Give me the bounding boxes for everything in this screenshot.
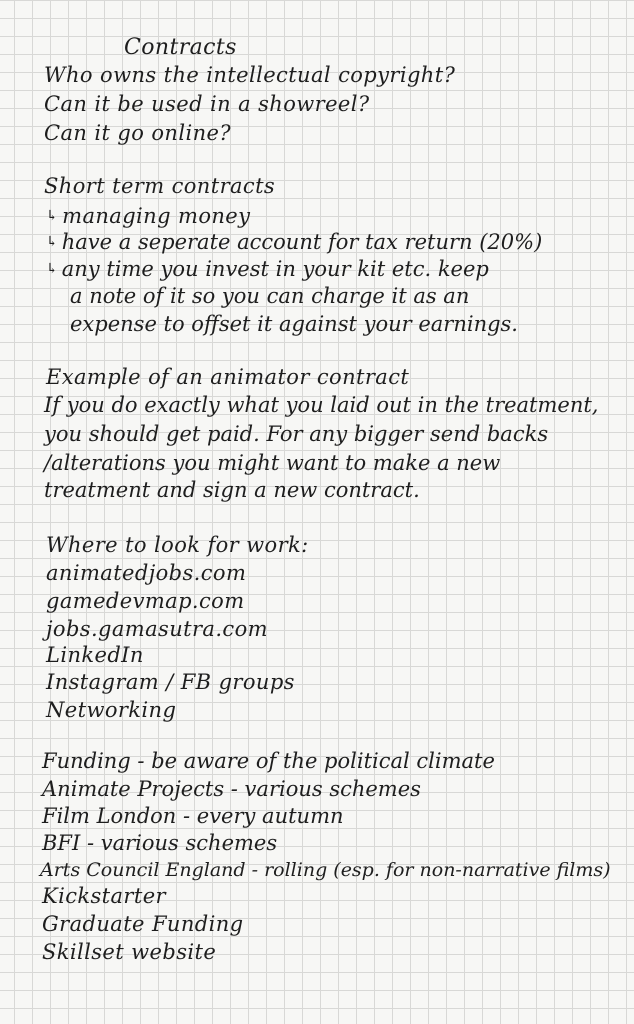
question-line: Can it go online? xyxy=(44,121,231,145)
bullet-item xyxy=(46,230,542,257)
section-heading: Where to look for work: xyxy=(46,533,309,557)
question-line: Who owns the intellectual copyright? xyxy=(44,63,456,87)
page-title: Contracts xyxy=(124,35,237,60)
list-item: LinkedIn xyxy=(46,643,144,667)
section-heading: Short term contracts xyxy=(44,174,276,198)
funding-item: Arts Council England - rolling (esp. for non-narrative films) xyxy=(40,859,611,881)
list-item: gamedevmap.com xyxy=(46,589,245,613)
bullet-text: managing money xyxy=(62,204,251,228)
arrow-bullet-icon: ↳ xyxy=(46,261,58,277)
funding-item: Kickstarter xyxy=(42,884,166,908)
section-heading: Example of an animator contract xyxy=(46,365,410,389)
funding-item: Graduate Funding xyxy=(42,912,244,936)
list-item: jobs.gamasutra.com xyxy=(46,617,268,641)
bullet-continuation: a note of it so you can charge it as an xyxy=(70,284,470,308)
paragraph-line: /alterations you might want to make a new xyxy=(44,451,501,475)
funding-item: BFI - various schemes xyxy=(42,831,278,855)
arrow-bullet-icon: ↳ xyxy=(46,208,59,224)
bullet-text: have a seperate account for tax return (20%) xyxy=(61,230,543,254)
paragraph-line: treatment and sign a new contract. xyxy=(44,478,420,502)
bullet-item xyxy=(46,204,250,231)
list-item: Networking xyxy=(46,698,177,722)
funding-item: Film London - every autumn xyxy=(42,804,344,828)
bullet-continuation: expense to offset it against your earnings. xyxy=(70,312,518,336)
funding-item: Animate Projects - various schemes xyxy=(42,777,421,801)
paragraph-line: If you do exactly what you laid out in the treatment, xyxy=(44,393,599,417)
paragraph-line: you should get paid. For any bigger send backs xyxy=(44,422,549,446)
arrow-bullet-icon: ↳ xyxy=(46,234,58,250)
funding-item: Funding - be aware of the political climate xyxy=(42,749,495,773)
list-item: animatedjobs.com xyxy=(46,561,247,585)
question-line: Can it be used in a showreel? xyxy=(44,92,370,116)
bullet-item xyxy=(46,257,489,284)
list-item: Instagram / FB groups xyxy=(46,670,295,694)
funding-item: Skillset website xyxy=(42,940,217,964)
bullet-text: any time you invest in your kit etc. keep xyxy=(61,257,489,281)
